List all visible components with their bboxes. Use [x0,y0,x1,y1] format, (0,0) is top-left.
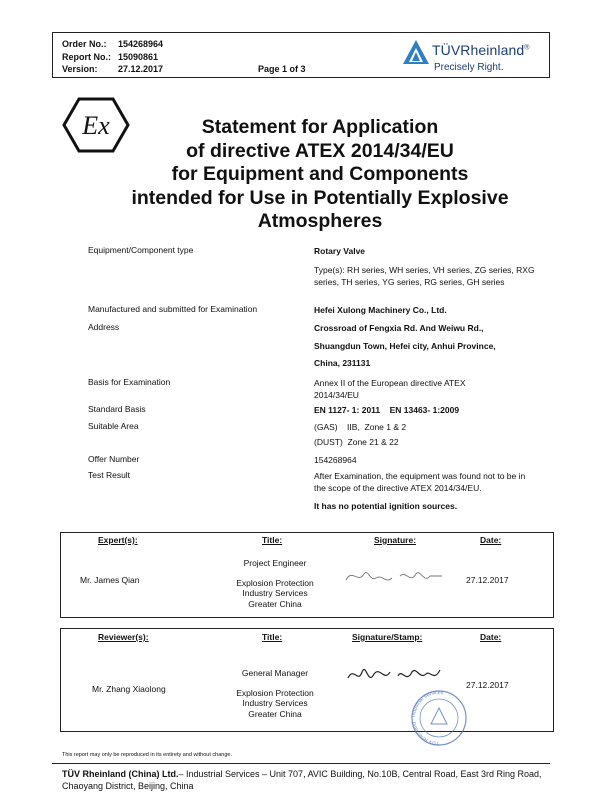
reviewers-header-title: Title: [262,632,283,642]
result-label: Test Result [88,470,131,480]
address-label: Address [88,322,120,332]
experts-header-name: Expert(s): [98,535,138,545]
types-value: Type(s): RH series, WH series, VH series, ZG series, RXG series, TH series, YG series, RG series, GH series [314,265,535,287]
title-line: Atmospheres [257,210,383,232]
order-label: Order No.: [62,39,107,49]
equipment-label: Equipment/Component type [88,245,194,255]
expert-name: Mr. James Qian [80,575,140,585]
document-title [100,116,540,234]
page-number: Page 1 of 3 [258,64,306,74]
offer-label: Offer Number [88,454,140,464]
reproduction-note: This report may only be reproduced in its entirety and without change. [62,752,232,758]
area-value-gas: (GAS) IIB, Zone 1 & 2 [314,422,407,432]
reviewer-signature [340,658,450,692]
area-label: Suitable Area [88,421,139,431]
brand-name: TÜVRheinland® [432,42,530,58]
experts-header-date: Date: [480,535,502,545]
address-line-1: Crossroad of Fengxia Rd. And Weiwu Rd., [314,323,484,333]
experts-header-title: Title: [262,535,283,545]
standard-value: EN 1127- 1: 2011 EN 13463- 1:2009 [314,405,460,415]
footer-address: TÜV Rheinland (China) Ltd.– Industrial Services – Unit 707, AVIC Building, No.10B, Central Road, East 3rd Ring Road, Chaoyang District, Beijing, China [62,769,542,791]
svg-text:Ex: Ex [82,111,110,140]
order-value: 154268964 [118,39,164,49]
title-line: of directive ATEX 2014/34/EU [186,139,454,162]
brand-tagline: Precisely Right. [434,62,504,73]
report-label: Report No.: [62,51,111,62]
version-label: Version: [62,64,98,74]
basis-value: Annex II of the European directive ATEX 2014/34/EU [314,378,466,400]
standard-label: Standard Basis [88,404,146,414]
svg-text:TÜV Rheinland · Industrial Ser: TÜV Rheinland · Industrial Services [411,690,444,747]
manufacturer-label: Manufactured and submitted for Examination [88,304,258,314]
reviewers-header-signature: Signature/Stamp: [352,632,423,642]
reviewers-header-name: Reviewer(s): [98,632,149,642]
result-value: After Examination, the equipment was found not to be in the scope of the directive ATEX 2014/34/EU. [314,471,526,493]
title-line: intended for Use in Potentially Explosive [131,186,509,209]
equipment-value: Rotary Valve [314,246,366,256]
title-line: for Equipment and Components [171,163,469,185]
tuv-triangle-icon [401,38,431,66]
reviewer-title: General Manager Explosion Protection Industry Services Greater China [236,668,314,719]
reviewers-header-date: Date: [480,632,502,642]
reviewer-date: 27.12.2017 [466,680,509,690]
address-line-3: China, 231131 [314,358,371,368]
address-line-2: Shuangdun Town, Hefei city, Anhui Province, [314,341,496,351]
expert-title: Project Engineer Explosion Protection Industry Services Greater China [236,558,314,609]
manufacturer-value: Hefei Xulong Machinery Co., Ltd. [314,305,447,315]
report-meta [62,38,163,76]
expert-date: 27.12.2017 [466,575,509,585]
experts-header-signature: Signature: [374,535,417,545]
company-stamp [400,690,478,750]
title-line: Statement for Application [201,116,439,138]
expert-signature [340,562,450,592]
reviewer-name: Mr. Zhang Xiaolong [92,684,166,694]
offer-value: 154268964 [314,455,357,465]
result-conclusion: It has no potential ignition sources. [314,501,458,511]
area-value-dust: (DUST) Zone 21 & 22 [314,437,399,447]
version-value: 27.12.2017 [118,64,164,74]
report-value: 15090861 [118,51,159,62]
basis-label: Basis for Examination [88,377,171,387]
footer-rule [52,763,550,764]
